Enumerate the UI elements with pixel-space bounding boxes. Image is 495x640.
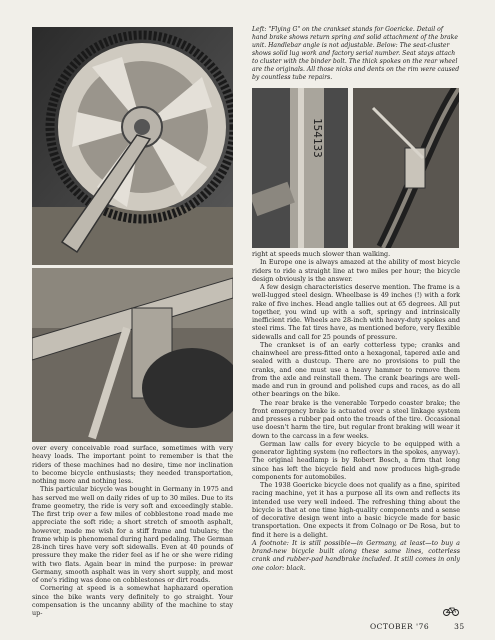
paragraph: German law calls for every bicycle to be equipped with a generator lighting system (no reflectors in the spokes, anyway). The original headlamp is by Robert Bosch, a firm that long since has left the bicycle field and now produces high-grade components for automobiles.	[252, 439, 460, 481]
right-column	[252, 250, 460, 572]
hand-brake-photo	[353, 88, 459, 248]
paragraph: In Europe one is always amazed at the ability of most bicycle riders to ride a straight line at two miles per hour; the bicycle design obviously is the answer.	[252, 258, 460, 283]
crankset-illustration	[32, 27, 233, 265]
paragraph: The rear brake is the venerable Torpedo coaster brake; the front emergency brake is actuated over a steel linkage system and presses a rubber pad onto the treads of the tire. Occasional use doesn't harm the tire, but regular front braking will wear it down to the carcass in a few weeks.	[252, 398, 460, 440]
paragraph: Cornering at speed is a somewhat haphazard operation since the bike wants very definitely to go straight. Your compensation is the uncanny ability of the machine to stay up-	[32, 584, 233, 617]
seat-cluster-illustration	[252, 88, 348, 248]
handlebar-photo	[32, 268, 233, 442]
crankset-photo	[32, 27, 233, 265]
paragraph: over every conceivable road surface, sometimes with very heavy loads. The important point to remember is that the riders of these machines had no desire, time nor inclination to become bicycle enthusiasts; they needed transportation, nothing more and nothing less.	[32, 444, 233, 485]
serial-number-stamp: 154133	[311, 118, 324, 158]
left-column	[32, 444, 233, 617]
page-footer	[370, 622, 465, 631]
hand-brake-illustration	[353, 88, 459, 248]
paragraph: right at speeds much slower than walking.	[252, 250, 391, 258]
paragraph: The 1938 Goericke bicycle does not qualify as a fine, spirited racing machine, yet it has a purpose all its own and reflects its intended use very well indeed. The refreshing thing about the bicycle is that at one time high-quality components and a sense of decorative design went into a basic bicycle made for basic transportation. One expects it from Colnago or De Rosa, but to find it here is a delight.	[252, 481, 460, 539]
handlebar-illustration	[32, 268, 233, 442]
paragraph: This particular bicycle was bought in Germany in 1975 and has served me well on daily rides of up to 30 miles. Due to its frame geometry, the ride is very soft and exceedingly stable. The first trip over a few miles of cobblestone road made me appreciate the soft ride; a short stretch of smooth asphalt, however, made me wish for a stiff frame and tubulars; the frame whip is phenomenal during hard pedaling. The German 28-inch tires have very soft sidewalls. Even at 40 pounds of pressure they make the rider feel as if he or she were riding with two flats. Again bear in mind the purpose: in prewar Germany, smooth asphalt was in very short supply, and most of one's riding was done on cobblestones or dirt roads.	[32, 485, 233, 584]
footnote: A footnote: It is still possible—in Germany, at least—to buy a brand-new bicycle built along these same lines, cotterless crank and rubber-pad handbrake included. It still comes in only one color: black.	[252, 538, 460, 572]
issue-date: OCTOBER '76	[370, 622, 430, 631]
photo-caption: Left: "Flying G" on the crankset stands for Goericke. Detail of hand brake shows return spring and solid attachment of the brake unit. Handlebar angle is not adjustable. Below: The seat-cluster shows solid lug work and factory serial number. Seat stays attach to cluster with the binder bolt. The thick spokes on the rear wheel are the originals. All those nicks and dents on the rim were caused by countless tube repairs.	[252, 26, 460, 81]
paragraph: A few design characteristics deserve mention. The frame is a well-lugged steel design. Wheelbase is 49 inches (!) with a fork rake of five inches. Head angle tallies out at 65 degrees. All put together, you wind up with a soft, springy and intrinsically inefficient ride. Wheels are 28-inch with heavy-duty spokes and steel rims. The fat tires have, as mentioned before, very flexible sidewalls and call for 25 pounds of pressure.	[252, 283, 460, 341]
seat-cluster-photo	[252, 88, 348, 248]
paragraph: The crankset is of an early cotterless type; cranks and chainwheel are press-fitted onto a hexagonal, tapered axle and sealed with a dustcup. There are no provisions to pull the cranks, and one must use a heavy hammer to remove them from the axle and reinstall them. The crank bearings are well-made and run in ground and polished cups and races, as do all other bearings on the bike.	[252, 340, 460, 399]
page-number: 35	[454, 622, 465, 631]
bicycle-icon	[443, 606, 459, 616]
